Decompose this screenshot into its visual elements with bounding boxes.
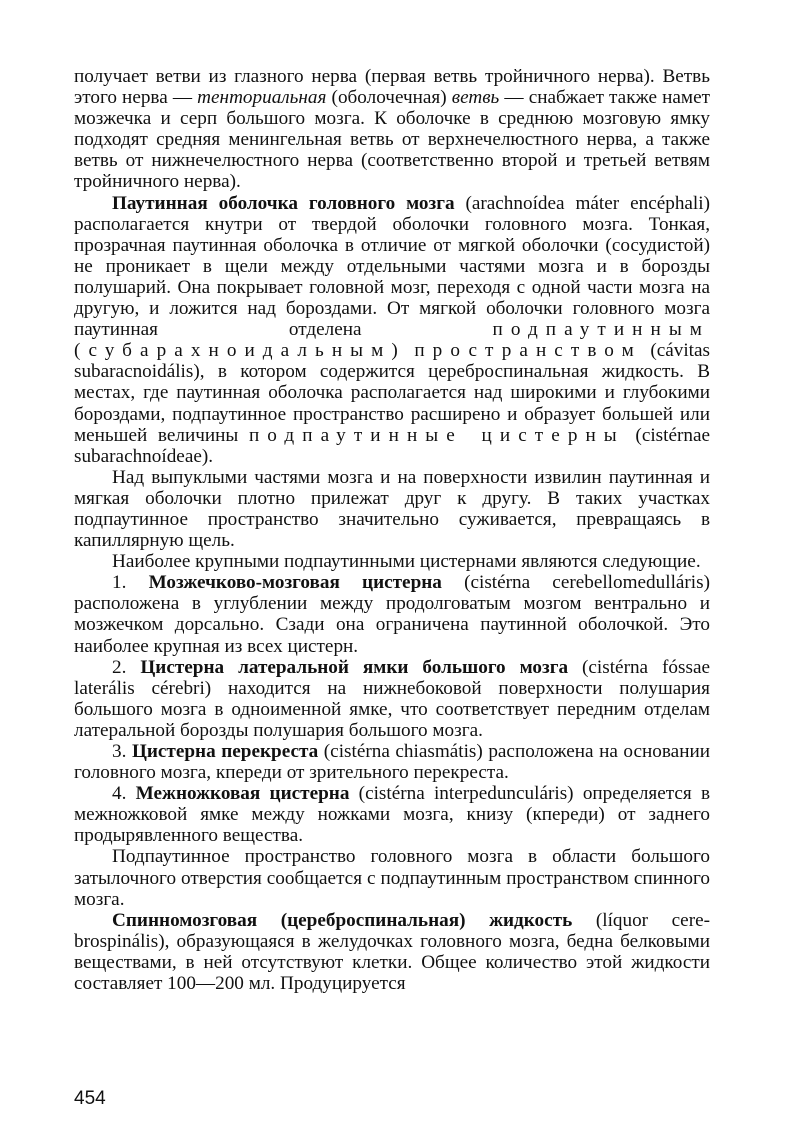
paragraph-cerebrospinal-fluid	[74, 910, 710, 994]
spaced-term: подпаутинным	[492, 319, 710, 341]
page-number: 454	[74, 1088, 106, 1109]
page-text	[74, 66, 710, 994]
spaced-term: пространством	[414, 340, 642, 362]
paragraph-arachnoid	[74, 193, 710, 467]
italic-term-branch: ветвь	[451, 87, 500, 109]
list-item-cisterna-interpeduncularis	[74, 783, 710, 846]
paragraph-cisterns-intro: Наиболее крупными подпаутинными цистернами являются следующие.	[112, 551, 701, 573]
item-number: 3.	[112, 741, 132, 762]
paragraph-tentorial-branch	[74, 66, 710, 193]
bold-term: Цистерна латеральной ямки большого мозга	[140, 656, 569, 678]
text-span: — снабжает также намет мозжечка и серп большого мозга. К оболочке в среднюю мозговую ямку подходят средняя менингельная ветвь от верхнечелюстного нерва, а также ветвь от нижнечелюстного нерва (соответственно второй и третьей ветвям тройничного нерва).	[74, 87, 710, 193]
item-text: (cistérna interpedunculáris) определяется в межножковой ямке между ножками мозга, книзу (кпереди) от заднего продырявленного вещества.	[74, 783, 711, 847]
list-item-cisterna-cerebellomedullaris	[74, 572, 710, 656]
paragraph-foramen-magnum: Подпаутинное пространство головного мозга в области большого затылочного отверстия сообщается с подпаутинным пространством спинного мозга.	[74, 846, 710, 910]
spaced-term: (субарахноидальным)	[74, 340, 406, 362]
text-span: (líquor cerebrospinális), образующаяся в желудочках головного мозга, бедна белковыми веществами, в ней отсутствуют клетки. Общее количество этой жидкости составляет 100—200 мл. Продуцируется	[74, 909, 710, 995]
bold-term-arachnoid: Паутинная оболочка головного мозга	[112, 192, 455, 214]
item-number: 2.	[112, 656, 141, 678]
item-text: (cistérna fóssae laterális cérebri) находится на нижнебоковой поверхности полушария большого мозга в одноименной ямке, что соответствует передним отделам латеральной борозды полушария большого мозга.	[74, 656, 710, 741]
bold-term-csf: Спинномозговая (цереброспинальная) жидкость	[112, 909, 573, 931]
text-span: (cávitas subaracnoidális), в котором содержится цереброспинальная жидкость. В местах, где паутинная оболочка располагается над широкими и глубокими бороздами, подпаутинное пространство расширено и образует большей или меньшей величины	[74, 340, 710, 446]
bold-term: Мозжечково-мозговая цистерна	[148, 572, 442, 594]
spaced-term: подпаутинные цистерны	[248, 424, 625, 446]
bold-term: Межножковая цистерна	[135, 783, 350, 805]
bold-term: Цистерна перекреста	[131, 741, 319, 762]
text-span: (cistérnae subarachnoídeae).	[74, 424, 711, 467]
text-span: (оболочечная)	[326, 87, 452, 109]
text-span: (arachnoídea máter encéphali) располагается кнутри от твердой оболочки головного мозга. Тонкая, прозрачная паутинная оболочка в отличие от мягкой оболочки (сосудистой) не проникает в щели между отдельными частями мозга и в борозды полушарий. Она покрывает головной мозг, переходя с одной части мозга на другую, и ложится над бороздами. От мягкой оболочки головного мозга паутинная отделена	[74, 192, 710, 341]
paragraph-convex-parts: Над выпуклыми частями мозга и на поверхности извилин паутинная и мягкая оболочки плотно прилежат друг к другу. В таких участках подпаутинное пространство значительно суживается, превращаясь в капиллярную щель.	[74, 466, 710, 552]
item-number: 1.	[112, 572, 149, 594]
item-text: (cistérna cerebellomedulláris) расположена в углублении между продолговатым мозгом вентрально и мозжечком дорсально. Сзади она ограничена паутинной оболочкой. Это наиболее крупная из всех цистерн.	[74, 572, 710, 657]
italic-term-tentorial: тенториальная	[197, 87, 327, 109]
list-item-cisterna-chiasmatis	[74, 741, 710, 783]
text-span: получает ветви из глазного нерва (первая ветвь тройничного нерва). Ветвь этого нерва —	[74, 66, 710, 109]
item-text: (cistérna chiasmátis) расположена на основании головного мозга, кпереди от зрительного перекреста.	[74, 741, 711, 784]
item-number: 4.	[112, 783, 136, 805]
list-item-cisterna-fossae-lateralis	[74, 657, 710, 741]
